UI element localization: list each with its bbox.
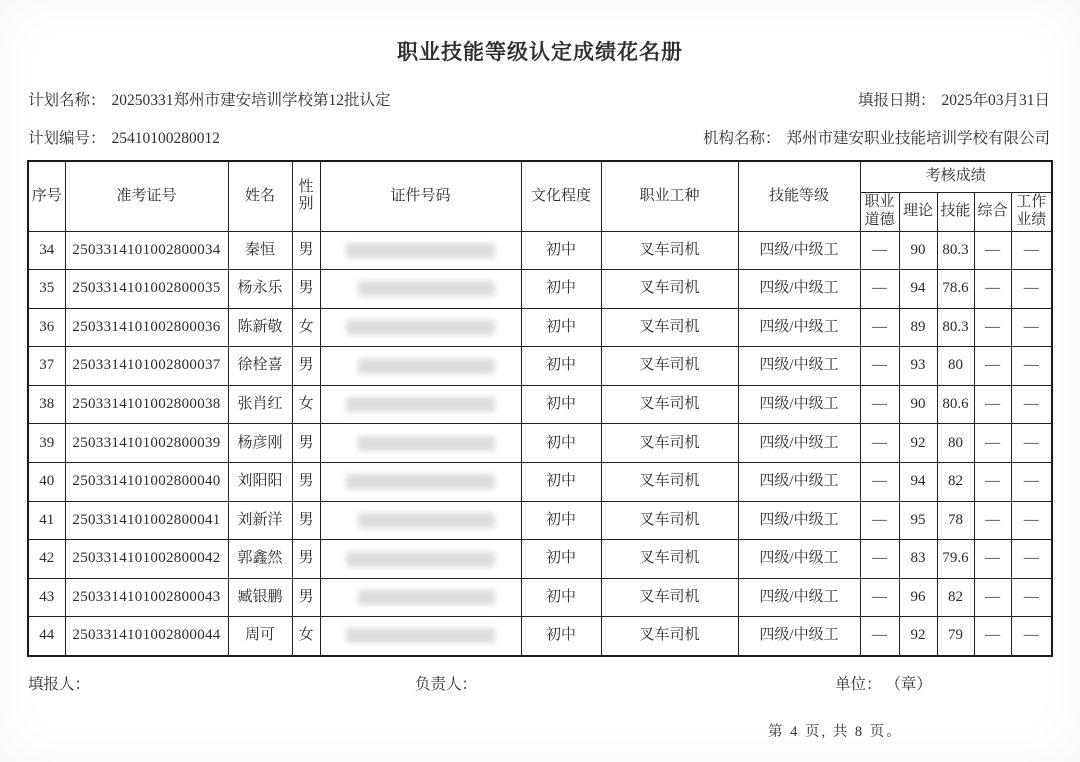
- cell-skill-level: 四级/中级工: [738, 424, 860, 463]
- redacted-id-smudge: [358, 436, 495, 451]
- table-row: [28, 270, 1052, 309]
- cell-id-number-redacted: [320, 347, 521, 386]
- col-header-score-group: 考核成绩: [860, 161, 1052, 192]
- cell-skill-score: 80: [937, 347, 974, 386]
- cell-seq: 41: [28, 501, 65, 540]
- cell-comprehensive-score: —: [974, 308, 1011, 347]
- cell-skill-score: 80.6: [937, 385, 974, 424]
- cell-id-number-redacted: [320, 308, 521, 347]
- cell-gender: 女: [292, 617, 320, 656]
- cell-id-number-redacted: [320, 270, 521, 309]
- org-name-value: 郑州市建安职业技能培训学校有限公司: [786, 130, 1050, 147]
- cell-skill-score: 80.3: [937, 231, 974, 270]
- signature-line: [28, 672, 1050, 692]
- table-header: [28, 161, 1052, 231]
- cell-comprehensive-score: —: [974, 540, 1011, 579]
- cell-education: 初中: [521, 231, 601, 270]
- cell-seq: 34: [28, 231, 65, 270]
- redaction-wrapper: [323, 552, 519, 567]
- cell-theory-score: 92: [899, 424, 937, 463]
- cell-id-number-redacted: [320, 578, 521, 617]
- cell-occupation: 叉车司机: [601, 385, 738, 424]
- cell-education: 初中: [521, 617, 601, 656]
- cell-theory-score: 92: [899, 617, 937, 656]
- cell-name: 陈新敬: [228, 308, 292, 347]
- cell-comprehensive-score: —: [974, 231, 1011, 270]
- col-header-seq: 序号: [28, 161, 65, 231]
- col-header-work: 工作业绩: [1011, 192, 1052, 231]
- page-title: 职业技能等级认定成绩花名册: [397, 41, 683, 64]
- cell-skill-score: 79.6: [937, 540, 974, 579]
- results-table-body: [28, 231, 1052, 656]
- cell-skill-level: 四级/中级工: [738, 578, 860, 617]
- cell-occupation: 叉车司机: [601, 308, 738, 347]
- cell-gender: 男: [292, 540, 320, 579]
- cell-exam-no: 2503314101002800034: [65, 231, 228, 270]
- cell-comprehensive-score: —: [974, 501, 1011, 540]
- cell-skill-score: 82: [937, 463, 974, 502]
- cell-seq: 39: [28, 424, 65, 463]
- cell-skill-level: 四级/中级工: [738, 617, 860, 656]
- cell-seq: 35: [28, 270, 65, 309]
- table-row: [28, 578, 1052, 617]
- meta-line-1: [28, 88, 1050, 110]
- col-header-skill: 技能: [937, 192, 974, 231]
- cell-occupation: 叉车司机: [601, 463, 738, 502]
- cell-skill-level: 四级/中级工: [738, 540, 860, 579]
- cell-id-number-redacted: [320, 501, 521, 540]
- table-row: [28, 231, 1052, 270]
- cell-work-score: —: [1011, 270, 1052, 309]
- meta-line-2: [28, 126, 1050, 148]
- cell-comprehensive-score: —: [974, 463, 1011, 502]
- redaction-wrapper: [323, 320, 519, 335]
- cell-id-number-redacted: [320, 617, 521, 656]
- cell-gender: 男: [292, 424, 320, 463]
- table-row: [28, 347, 1052, 386]
- cell-occupation: 叉车司机: [601, 540, 738, 579]
- cell-id-number-redacted: [320, 540, 521, 579]
- cell-gender: 男: [292, 270, 320, 309]
- redaction-wrapper: [323, 397, 519, 412]
- col-header-id-number: 证件号码: [320, 161, 521, 231]
- preparer-label: 填报人：: [28, 676, 91, 693]
- cell-ethics-score: —: [860, 270, 899, 309]
- report-date-label: 填报日期：: [857, 92, 936, 109]
- cell-education: 初中: [521, 270, 601, 309]
- cell-skill-level: 四级/中级工: [738, 347, 860, 386]
- redaction-wrapper: [323, 590, 519, 605]
- cell-ethics-score: —: [860, 385, 899, 424]
- redacted-id-smudge: [346, 243, 495, 258]
- redaction-wrapper: [323, 359, 519, 374]
- cell-work-score: —: [1011, 347, 1052, 386]
- table-row: [28, 463, 1052, 502]
- plan-number: [28, 126, 220, 148]
- redacted-id-smudge: [358, 281, 495, 296]
- cell-skill-level: 四级/中级工: [738, 231, 860, 270]
- table-row: [28, 424, 1052, 463]
- cell-work-score: —: [1011, 308, 1052, 347]
- report-date: [858, 88, 1050, 110]
- cell-skill-score: 80.3: [937, 308, 974, 347]
- cell-theory-score: 90: [899, 231, 937, 270]
- cell-skill-score: 78: [937, 501, 974, 540]
- cell-gender: 男: [292, 501, 320, 540]
- plan-name: [28, 88, 391, 110]
- cell-comprehensive-score: —: [974, 617, 1011, 656]
- cell-occupation: 叉车司机: [601, 231, 738, 270]
- cell-education: 初中: [521, 578, 601, 617]
- table-row: [28, 540, 1052, 579]
- cell-ethics-score: —: [860, 347, 899, 386]
- cell-comprehensive-score: —: [974, 385, 1011, 424]
- cell-occupation: 叉车司机: [601, 501, 738, 540]
- table-row: [28, 617, 1052, 656]
- cell-work-score: —: [1011, 617, 1052, 656]
- cell-id-number-redacted: [320, 463, 521, 502]
- cell-gender: 男: [292, 463, 320, 502]
- cell-exam-no: 2503314101002800035: [65, 270, 228, 309]
- cell-theory-score: 93: [899, 347, 937, 386]
- cell-seq: 37: [28, 347, 65, 386]
- cell-name: 徐栓喜: [228, 347, 292, 386]
- redaction-wrapper: [323, 513, 519, 528]
- cell-exam-no: 2503314101002800038: [65, 385, 228, 424]
- cell-name: 张肖红: [228, 385, 292, 424]
- redacted-id-smudge: [346, 628, 495, 643]
- cell-id-number-redacted: [320, 231, 521, 270]
- cell-ethics-score: —: [860, 308, 899, 347]
- cell-theory-score: 83: [899, 540, 937, 579]
- cell-occupation: 叉车司机: [601, 617, 738, 656]
- cell-ethics-score: —: [860, 231, 899, 270]
- report-date-value: 2025年03月31日: [941, 92, 1050, 109]
- cell-education: 初中: [521, 463, 601, 502]
- redacted-id-smudge: [358, 590, 495, 605]
- cell-exam-no: 2503314101002800042: [65, 540, 228, 579]
- col-header-occupation: 职业工种: [601, 161, 738, 231]
- col-header-skill-level: 技能等级: [738, 161, 860, 231]
- cell-name: 郭鑫然: [228, 540, 292, 579]
- cell-id-number-redacted: [320, 385, 521, 424]
- cell-name: 刘阳阳: [228, 463, 292, 502]
- cell-exam-no: 2503314101002800036: [65, 308, 228, 347]
- cell-skill-level: 四级/中级工: [738, 501, 860, 540]
- cell-name: 杨彦刚: [228, 424, 292, 463]
- plan-number-value: 25410100280012: [111, 130, 221, 147]
- cell-education: 初中: [521, 540, 601, 579]
- cell-gender: 男: [292, 231, 320, 270]
- cell-comprehensive-score: —: [974, 424, 1011, 463]
- cell-ethics-score: —: [860, 540, 899, 579]
- cell-theory-score: 90: [899, 385, 937, 424]
- col-header-exam-no: 准考证号: [65, 161, 228, 231]
- cell-ethics-score: —: [860, 617, 899, 656]
- cell-occupation: 叉车司机: [601, 424, 738, 463]
- cell-seq: 38: [28, 385, 65, 424]
- cell-theory-score: 96: [899, 578, 937, 617]
- cell-theory-score: 94: [899, 463, 937, 502]
- cell-comprehensive-score: —: [974, 270, 1011, 309]
- cell-skill-score: 80: [937, 424, 974, 463]
- cell-skill-level: 四级/中级工: [738, 308, 860, 347]
- table-row: [28, 308, 1052, 347]
- cell-education: 初中: [521, 347, 601, 386]
- cell-education: 初中: [521, 308, 601, 347]
- table-row: [28, 385, 1052, 424]
- cell-ethics-score: —: [860, 463, 899, 502]
- cell-theory-score: 89: [899, 308, 937, 347]
- col-header-name: 姓名: [228, 161, 292, 231]
- unit-seal-label: 单位： （章）: [835, 676, 932, 693]
- cell-skill-score: 78.6: [937, 270, 974, 309]
- cell-exam-no: 2503314101002800044: [65, 617, 228, 656]
- plan-name-value: 20250331郑州市建安培训学校第12批认定: [111, 92, 391, 109]
- cell-seq: 42: [28, 540, 65, 579]
- cell-skill-level: 四级/中级工: [738, 463, 860, 502]
- redaction-wrapper: [323, 628, 519, 643]
- cell-exam-no: 2503314101002800041: [65, 501, 228, 540]
- redacted-id-smudge: [346, 320, 495, 335]
- approver-label: 负责人：: [415, 676, 478, 693]
- cell-id-number-redacted: [320, 424, 521, 463]
- col-header-ethics: 职业道德: [860, 192, 899, 231]
- cell-name: 杨永乐: [228, 270, 292, 309]
- redaction-wrapper: [323, 281, 519, 296]
- cell-skill-level: 四级/中级工: [738, 270, 860, 309]
- table-row: [28, 501, 1052, 540]
- redacted-id-smudge: [358, 359, 495, 374]
- cell-theory-score: 94: [899, 270, 937, 309]
- results-table: [27, 160, 1053, 657]
- cell-gender: 女: [292, 308, 320, 347]
- redacted-id-smudge: [346, 474, 495, 489]
- col-header-theory: 理论: [899, 192, 937, 231]
- cell-ethics-score: —: [860, 424, 899, 463]
- cell-occupation: 叉车司机: [601, 578, 738, 617]
- cell-gender: 男: [292, 347, 320, 386]
- cell-exam-no: 2503314101002800037: [65, 347, 228, 386]
- col-header-gender: 性别: [292, 161, 320, 231]
- org-name-label: 机构名称：: [702, 130, 781, 147]
- cell-gender: 女: [292, 385, 320, 424]
- cell-ethics-score: —: [860, 578, 899, 617]
- cell-name: 周可: [228, 617, 292, 656]
- redaction-wrapper: [323, 243, 519, 258]
- cell-skill-score: 82: [937, 578, 974, 617]
- page-indicator: 第 4 页, 共 8 页。: [768, 724, 903, 740]
- cell-work-score: —: [1011, 463, 1052, 502]
- cell-comprehensive-score: —: [974, 578, 1011, 617]
- org-name: [703, 126, 1050, 148]
- cell-gender: 男: [292, 578, 320, 617]
- cell-education: 初中: [521, 501, 601, 540]
- cell-exam-no: 2503314101002800043: [65, 578, 228, 617]
- cell-work-score: —: [1011, 540, 1052, 579]
- cell-work-score: —: [1011, 424, 1052, 463]
- cell-occupation: 叉车司机: [601, 347, 738, 386]
- cell-skill-level: 四级/中级工: [738, 385, 860, 424]
- cell-work-score: —: [1011, 501, 1052, 540]
- cell-exam-no: 2503314101002800040: [65, 463, 228, 502]
- col-header-education: 文化程度: [521, 161, 601, 231]
- cell-ethics-score: —: [860, 501, 899, 540]
- col-header-comprehensive: 综合: [974, 192, 1011, 231]
- cell-name: 秦恒: [228, 231, 292, 270]
- cell-seq: 40: [28, 463, 65, 502]
- redaction-wrapper: [323, 436, 519, 451]
- cell-name: 刘新洋: [228, 501, 292, 540]
- cell-education: 初中: [521, 385, 601, 424]
- cell-work-score: —: [1011, 231, 1052, 270]
- cell-exam-no: 2503314101002800039: [65, 424, 228, 463]
- cell-occupation: 叉车司机: [601, 270, 738, 309]
- redacted-id-smudge: [358, 513, 495, 528]
- plan-number-label: 计划编号：: [28, 130, 106, 147]
- cell-work-score: —: [1011, 578, 1052, 617]
- plan-name-label: 计划名称：: [28, 92, 106, 109]
- cell-education: 初中: [521, 424, 601, 463]
- cell-name: 臧银鹏: [228, 578, 292, 617]
- cell-seq: 43: [28, 578, 65, 617]
- cell-seq: 36: [28, 308, 65, 347]
- cell-theory-score: 95: [899, 501, 937, 540]
- cell-seq: 44: [28, 617, 65, 656]
- cell-comprehensive-score: —: [974, 347, 1011, 386]
- redacted-id-smudge: [346, 552, 495, 567]
- cell-work-score: —: [1011, 385, 1052, 424]
- redaction-wrapper: [323, 474, 519, 489]
- cell-skill-score: 79: [937, 617, 974, 656]
- redacted-id-smudge: [346, 397, 495, 412]
